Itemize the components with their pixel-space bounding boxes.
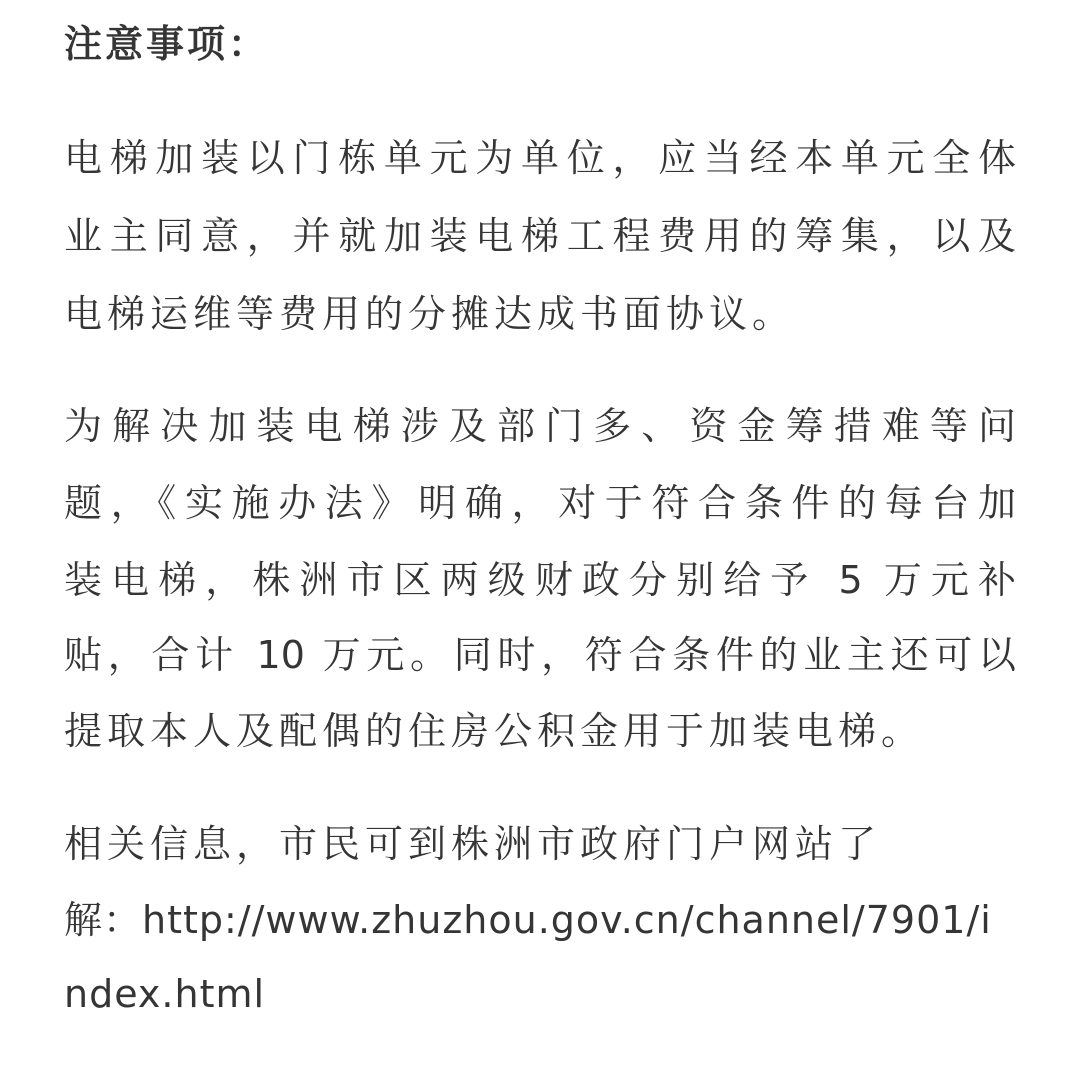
paragraph-line: 电梯加装以门栋单元为单位，应当经本单元全体	[64, 136, 1016, 180]
paragraph-line: 装电梯，株洲市区两级财政分别给予 5 万元补	[64, 558, 1016, 602]
paragraph-line: 贴，合计 10 万元。同时，符合条件的业主还可以	[64, 633, 1016, 677]
paragraph-line: 业主同意，并就加装电梯工程费用的筹集，以及	[64, 214, 1016, 258]
paragraph-line: 提取本人及配偶的住房公积金用于加装电梯。	[64, 709, 925, 753]
paragraph-line: 为解决加装电梯涉及部门多、资金筹措难等问	[64, 404, 1016, 448]
article-body	[64, 0, 1024, 1065]
info-url-line: ndex.html	[64, 972, 266, 1016]
section-heading: 注意事项：	[64, 22, 270, 66]
info-url-line: 解：http://www.zhuzhou.gov.cn/channel/7901/i	[64, 898, 992, 942]
paragraph-line: 题，《实施办法》明确，对于符合条件的每台加	[64, 481, 1016, 525]
paragraph-line: 电梯运维等费用的分摊达成书面协议。	[64, 292, 796, 336]
paragraph-line: 相关信息，市民可到株洲市政府门户网站了	[64, 822, 882, 866]
